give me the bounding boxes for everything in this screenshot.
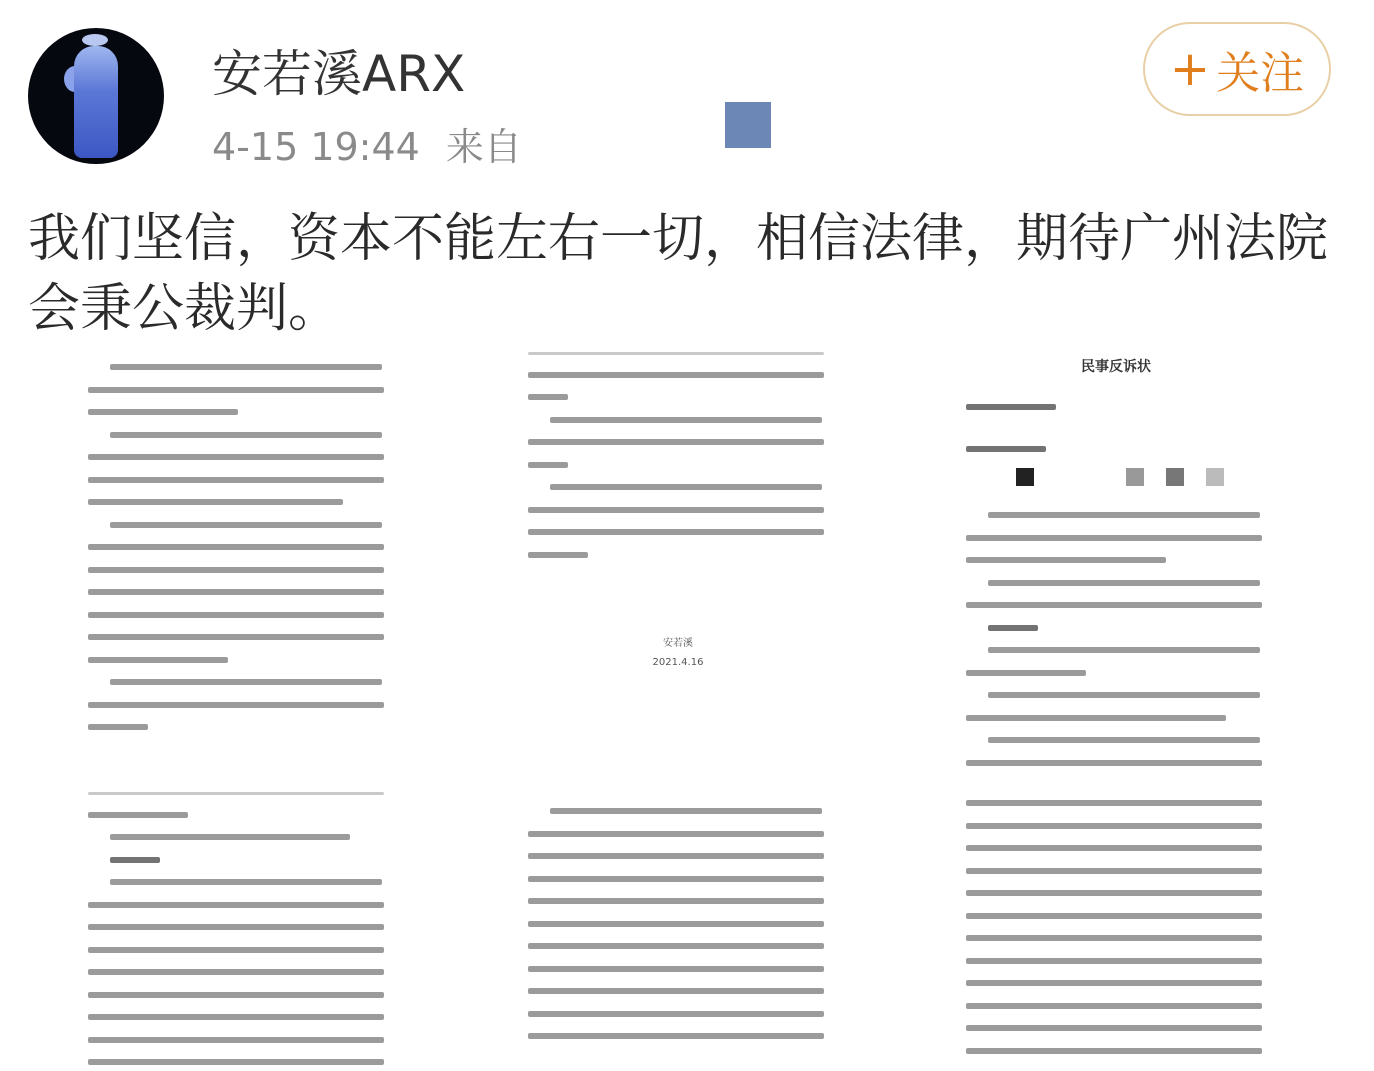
signature: 安若溪 xyxy=(663,638,693,649)
document-image-3[interactable] xyxy=(966,356,1266,776)
document-title: 民事反诉状 xyxy=(1081,359,1151,375)
avatar-figure xyxy=(74,46,118,158)
source-app-icon[interactable] xyxy=(725,102,771,148)
document-image-6[interactable] xyxy=(966,800,1266,1071)
plus-icon: + xyxy=(1169,41,1211,97)
post-time: 4-15 19:44 xyxy=(212,125,420,169)
document-image-1[interactable] xyxy=(88,364,388,784)
post-text: 我们坚信，资本不能左右一切，相信法律，期待广州法院会秉公裁判。 xyxy=(28,209,1329,339)
document-image-2[interactable] xyxy=(528,352,828,682)
username[interactable]: 安若溪ARX xyxy=(212,45,466,103)
redacted-blocks xyxy=(1016,468,1266,486)
follow-label: 关注 xyxy=(1216,48,1305,99)
signature-date: 2021.4.16 xyxy=(652,657,704,668)
post-meta xyxy=(212,116,548,171)
document-image-4[interactable] xyxy=(88,792,388,1071)
avatar-figure-hat xyxy=(82,34,108,46)
source-label: 来自 xyxy=(445,125,522,169)
follow-button[interactable] xyxy=(1143,22,1331,116)
document-image-5[interactable] xyxy=(528,808,828,1071)
avatar[interactable] xyxy=(28,28,164,164)
